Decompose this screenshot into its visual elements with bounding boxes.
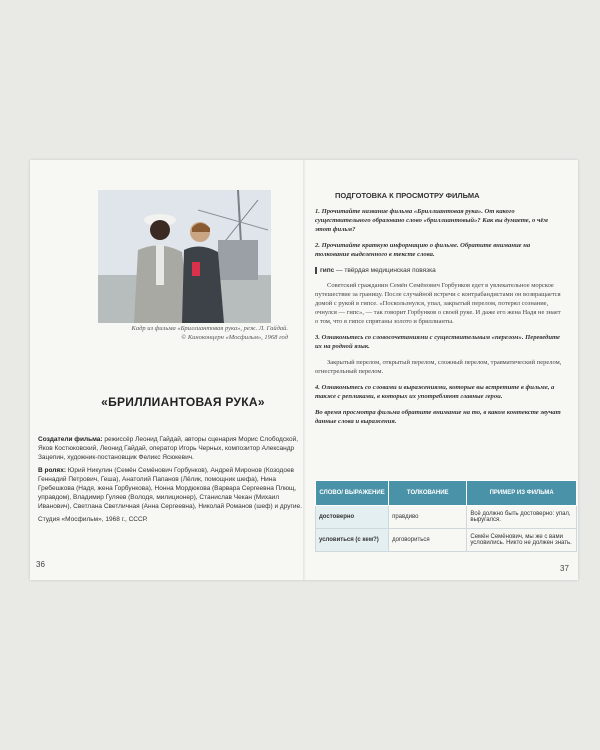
table-cell-word: достоверно: [316, 506, 389, 529]
task-1: 1. Прочитайте название фильма «Бриллиантовая рука». От какого существительного образовано слово «бриллиантовый»? Как вы думаете, о чём этот фильм?: [315, 208, 548, 233]
table-cell-word: условиться (с кем?): [316, 529, 389, 552]
table-cell-example: Всё должно быть достоверно: упал, выругался.: [467, 506, 577, 529]
collocations: Закрытый перелом, открытый перелом, сложный перелом, травматический перелом, огнестрельный перелом.: [315, 359, 562, 375]
column-header-word: СЛОВО/ ВЫРАЖЕНИЕ: [316, 481, 389, 506]
cast-paragraph: [38, 466, 303, 511]
definition-text: — твёрдая медицинская повязка: [334, 267, 436, 274]
column-header-example: ПРИМЕР ИЗ ФИЛЬМА: [467, 481, 577, 506]
creators-paragraph: [38, 435, 303, 462]
cast-text: Юрий Никулин (Семён Семёнович Горбунков), Андрей Миронов (Козодоев Геннадий Петрович, Геша), Анатолий Папанов (Лёлик, помощник шефа), Нина Гребешкова (Надя, жена Горбункова), Нонна Мордюкова (Варвара Сергеевна Плющ, управдом), Владимир Гуляев (Володя, милиционер), Станислав Чекан (Михаил Иванович), Светлана Светличная (Анна Сергеевна), Николай Романов (шеф) и другие.: [38, 467, 302, 510]
section-heading: ПОДГОТОВКА К ПРОСМОТРУ ФИЛЬМА: [335, 191, 480, 200]
task-2: 2. Прочитайте краткую информацию о фильме. Обратите внимание на толкование выделенного в тексте слова.: [315, 242, 531, 258]
creators-text: режиссёр Леонид Гайдай, авторы сценария Морис Слободской, Яков Костюковский, Леонид Гайдай, оператор Игорь Черных, композитор Александр Зацепин, художник-постановщик Феликс Ясюкевич.: [38, 436, 299, 461]
table-header-row: [316, 481, 577, 506]
vocabulary-table: [315, 480, 577, 552]
creators-label: Создатели фильма:: [38, 436, 103, 443]
studio-line: Студия «Мосфильм», 1968 г., СССР.: [38, 516, 148, 523]
table-row: [316, 506, 577, 529]
table-cell-example: Семён Семёнович, мы же с вами условились. Никто не должен знать.: [467, 529, 577, 552]
film-title: «БРИЛЛИАНТОВАЯ РУКА»: [101, 395, 265, 409]
cast-label: В ролях:: [38, 467, 66, 474]
photo-caption-line-1: Кадр из фильма «Бриллиантовая рука», реж. Л. Гайдай.: [131, 325, 288, 332]
definition-word: гипс: [315, 267, 334, 274]
task-4: 4. Ознакомьтесь со словами и выражениями, которые вы встретите в фильме, а также с репликами, в которых их употребляют главные герои.: [315, 384, 555, 400]
task-4-note: Во время просмотра фильма обратите внимание на то, в каком контексте звучат данные слова и выражения.: [315, 409, 561, 425]
book-spread: [30, 160, 578, 580]
film-still-photo: [98, 190, 271, 323]
book-gutter: [303, 160, 306, 580]
task-3: 3. Ознакомьтесь со словосочетаниями с существительным «перелом». Переведите их на родной язык.: [315, 334, 560, 350]
column-header-meaning: ТОЛКОВАНИЕ: [389, 481, 467, 506]
definition: [315, 266, 565, 275]
film-synopsis: Советский гражданин Семён Семёнович Горбунков едет в увлекательное морское путешествие за границу. После случайной встречи с контрабандистами он возвращается домой с рукой в гипсе. «Поскользнулся, упал, закрытый перелом, потерял сознание, очнулся — гипс», — так говорит Горбунков о своей руке. И даже его жена Надя не знает о том, что в гипсе спрятаны золото и бриллианты.: [315, 282, 561, 325]
table-row: [316, 529, 577, 552]
photo-caption: [88, 324, 288, 342]
tasks-block: [315, 207, 565, 433]
table-cell-meaning: правдиво: [389, 506, 467, 529]
film-credits: [38, 435, 303, 528]
page-number-right: 37: [560, 564, 569, 573]
table-cell-meaning: договориться: [389, 529, 467, 552]
photo-caption-line-2: © Киноконцерн «Мосфильм», 1968 год: [181, 334, 288, 341]
page-number-left: 36: [36, 560, 45, 569]
